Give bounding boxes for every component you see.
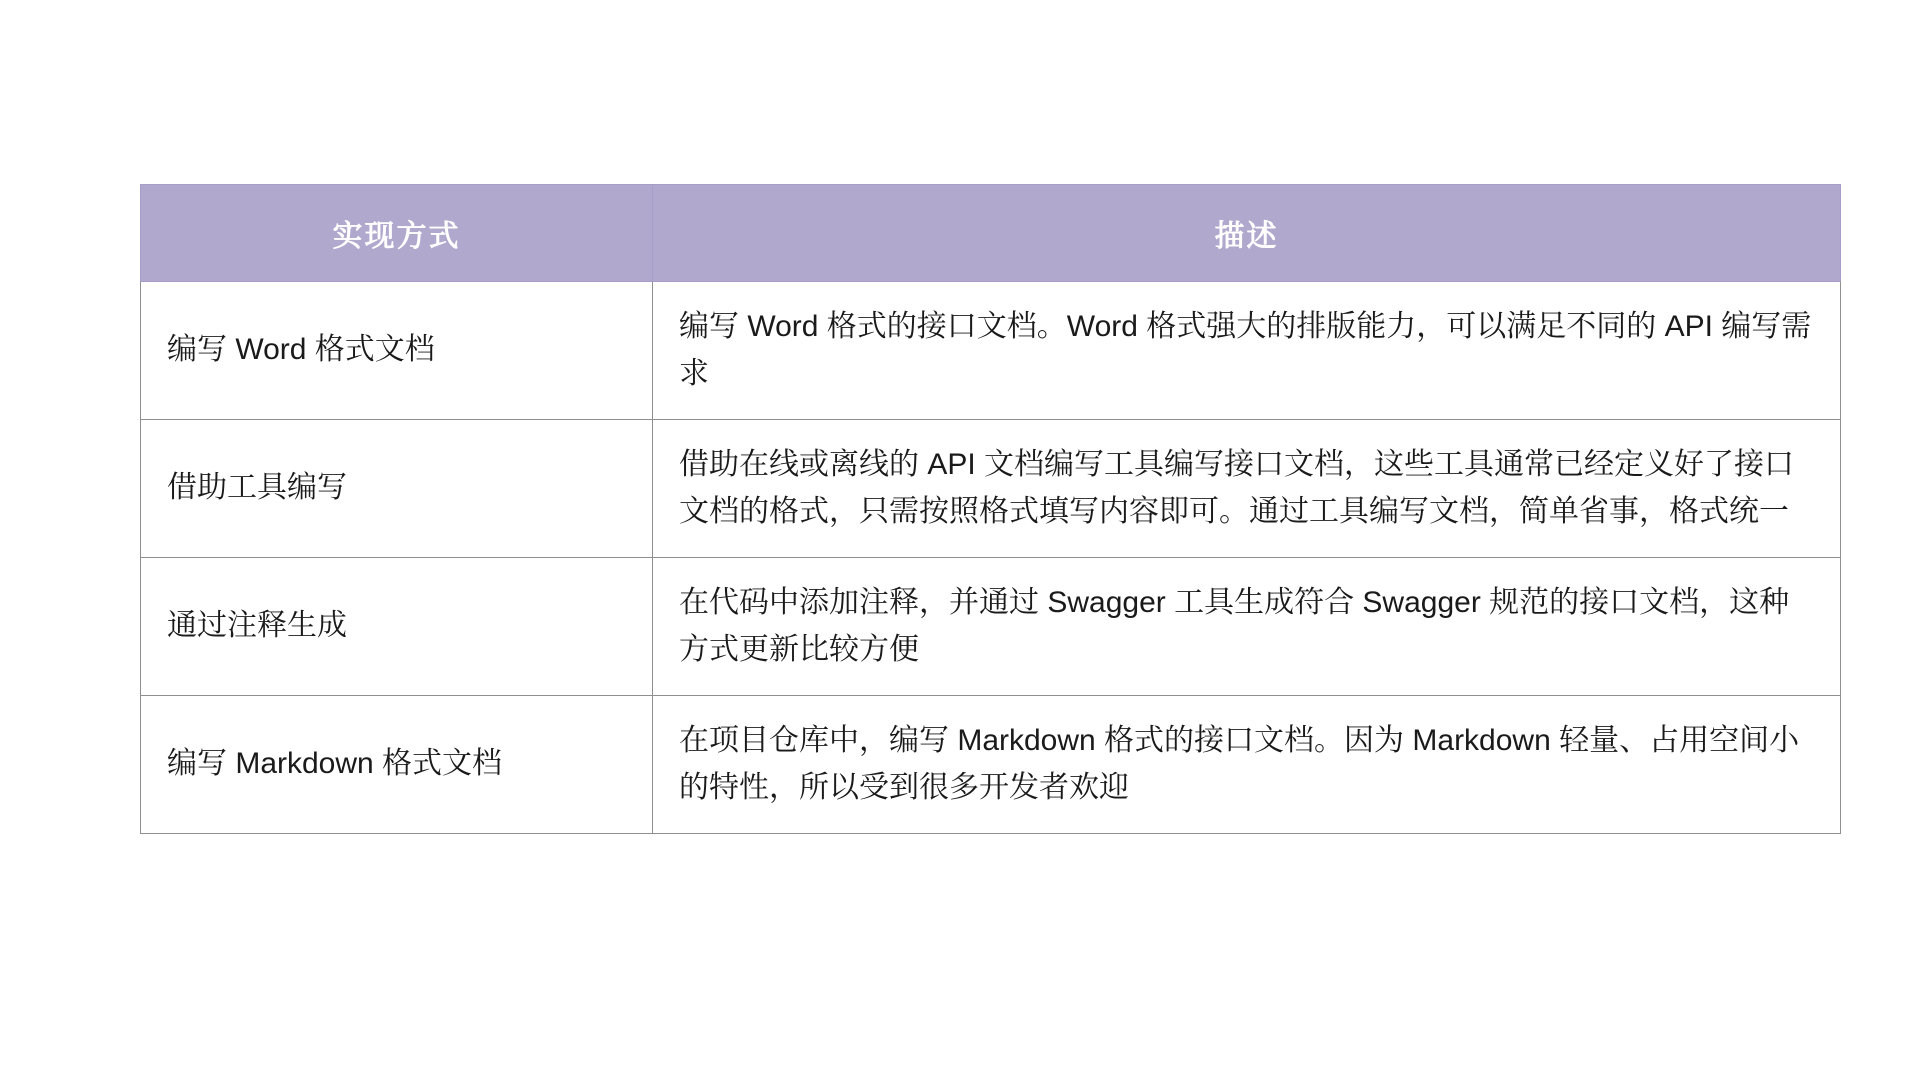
cell-method: 编写 Markdown 格式文档: [141, 696, 653, 834]
cell-description: 借助在线或离线的 API 文档编写工具编写接口文档，这些工具通常已经定义好了接口文档的格式，只需按照格式填写内容即可。通过工具编写文档，简单省事，格式统一: [653, 420, 1841, 558]
cell-method: 通过注释生成: [141, 558, 653, 696]
api-doc-methods-table: [140, 184, 1841, 834]
cell-description: 编写 Word 格式的接口文档。Word 格式强大的排版能力，可以满足不同的 API 编写需求: [653, 282, 1841, 420]
cell-description: 在项目仓库中，编写 Markdown 格式的接口文档。因为 Markdown 轻量、占用空间小的特性，所以受到很多开发者欢迎: [653, 696, 1841, 834]
cell-method: 借助工具编写: [141, 420, 653, 558]
table-body: [141, 282, 1841, 834]
table-row: [141, 696, 1841, 834]
table-container: [140, 184, 1840, 834]
cell-method: 编写 Word 格式文档: [141, 282, 653, 420]
column-header-description: 描述: [653, 185, 1841, 282]
column-header-method: 实现方式: [141, 185, 653, 282]
table-row: [141, 558, 1841, 696]
table-row: [141, 282, 1841, 420]
table-row: [141, 420, 1841, 558]
cell-description: 在代码中添加注释，并通过 Swagger 工具生成符合 Swagger 规范的接口文档，这种方式更新比较方便: [653, 558, 1841, 696]
table-header-row: [141, 185, 1841, 282]
table-header: [141, 185, 1841, 282]
